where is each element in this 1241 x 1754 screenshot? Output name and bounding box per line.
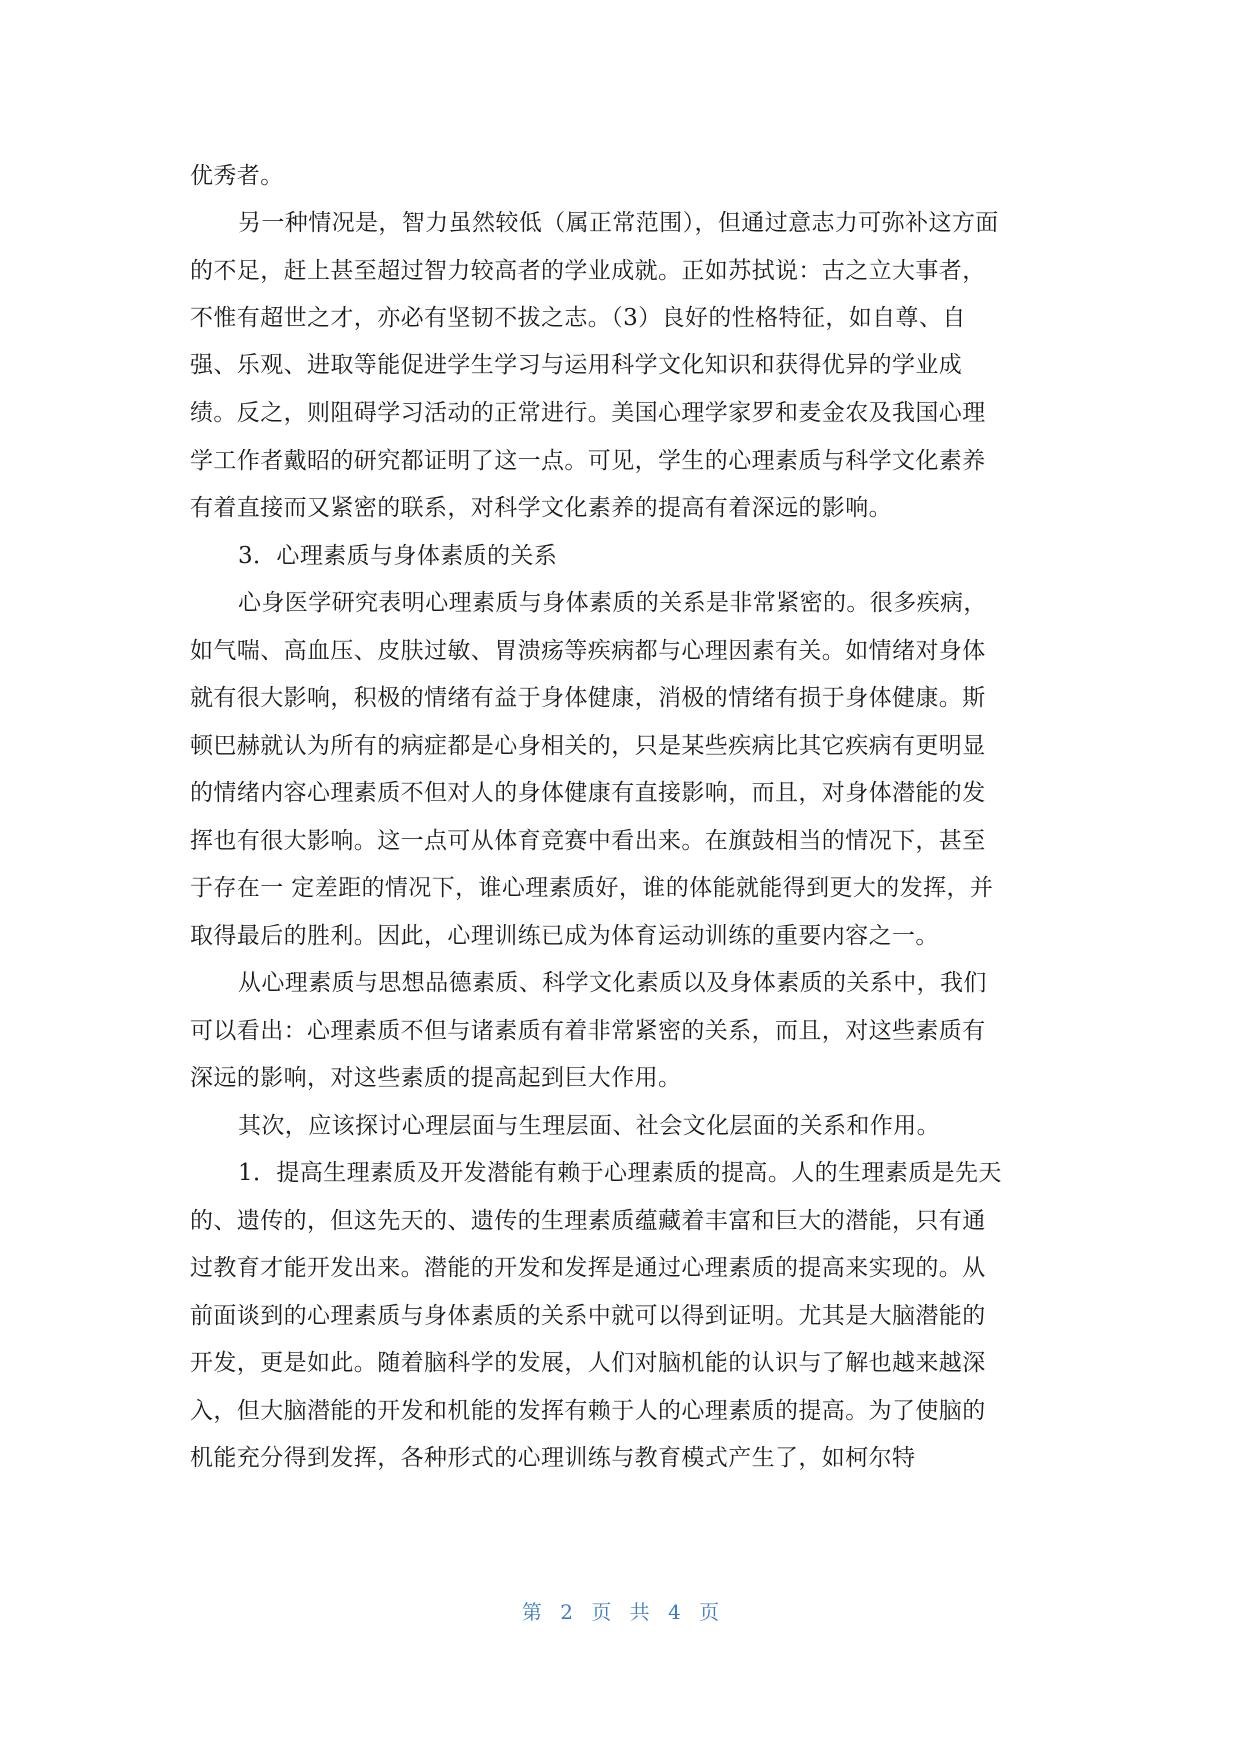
text-line: 不惟有超世之才，亦必有坚韧不拔之志。（3）良好的性格特征，如自尊、自 xyxy=(190,305,966,331)
section-heading: 3．心理素质与身体素质的关系 xyxy=(238,543,558,569)
text-line: 过教育才能开发出来。潜能的开发和发挥是通过心理素质的提高来实现的。从 xyxy=(190,1255,986,1281)
paragraph-start: 其次，应该探讨心理层面与生理层面、社会文化层面的关系和作用。 xyxy=(238,1113,940,1139)
text-line: 于存在一 定差距的情况下，谁心理素质好，谁的体能就能得到更大的发挥，并 xyxy=(190,875,994,901)
text-line: 就有很大影响，积极的情绪有益于身体健康，消极的情绪有损于身体健康。斯 xyxy=(190,685,986,711)
text-line: 如气喘、高血压、皮肤过敏、胃溃疡等疾病都与心理因素有关。如情绪对身体 xyxy=(190,638,986,664)
text-line: 开发，更是如此。随着脑科学的发展，人们对脑机能的认识与了解也越来越深 xyxy=(190,1350,986,1376)
text-line: 优秀者。 xyxy=(190,163,284,189)
text-line: 学工作者戴昭的研究都证明了这一点。可见，学生的心理素质与科学文化素养 xyxy=(190,448,986,474)
page-footer xyxy=(0,1596,1241,1625)
text-line: 取得最后的胜利。因此，心理训练已成为体育运动训练的重要内容之一。 xyxy=(190,923,939,949)
footer-word: 共 xyxy=(629,1600,650,1624)
text-line: 挥也有很大影响。这一点可从体育竞赛中看出来。在旗鼓相当的情况下，甚至 xyxy=(190,828,986,854)
text-line: 有着直接而又紧密的联系，对科学文化素养的提高有着深远的影响。 xyxy=(190,495,892,521)
text-line: 入，但大脑潜能的开发和机能的发挥有赖于人的心理素质的提高。为了使脑的 xyxy=(190,1398,986,1424)
paragraph-start: 心身医学研究表明心理素质与身体素质的关系是非常紧密的。很多疾病， xyxy=(238,590,987,616)
footer-word: 页 xyxy=(699,1600,720,1624)
text-line: 绩。反之，则阻碍学习活动的正常进行。美国心理学家罗和麦金农及我国心理 xyxy=(190,400,986,426)
text-line: 强、乐观、进取等能促进学生学习与运用科学文化知识和获得优异的学业成 xyxy=(190,352,963,378)
text-line: 顿巴赫就认为所有的病症都是心身相关的，只是某些疾病比其它疾病有更明显 xyxy=(190,733,986,759)
text-line: 可以看出：心理素质不但与诸素质有着非常紧密的关系，而且，对这些素质有 xyxy=(190,1018,986,1044)
paragraph-start: 1．提高生理素质及开发潜能有赖于心理素质的提高。人的生理素质是先天 xyxy=(238,1160,1002,1186)
current-page-number: 2 xyxy=(560,1600,573,1624)
text-line: 机能充分得到发挥，各种形式的心理训练与教育模式产生了，如柯尔特 xyxy=(190,1445,916,1471)
footer-word: 页 xyxy=(591,1600,612,1624)
text-line: 的情绪内容心理素质不但对人的身体健康有直接影响，而且，对身体潜能的发 xyxy=(190,780,986,806)
paragraph-start: 从心理素质与思想品德素质、科学文化素质以及身体素质的关系中，我们 xyxy=(238,970,987,996)
text-line: 的不足，赶上甚至超过智力较高者的学业成就。正如苏拭说：古之立大事者， xyxy=(190,258,986,284)
total-page-number: 4 xyxy=(668,1600,681,1624)
text-line: 的、遗传的，但这先天的、遗传的生理素质蕴藏着丰富和巨大的潜能，只有通 xyxy=(190,1208,986,1234)
text-line: 深远的影响，对这些素质的提高起到巨大作用。 xyxy=(190,1065,682,1091)
text-line: 前面谈到的心理素质与身体素质的关系中就可以得到证明。尤其是大脑潜能的 xyxy=(190,1303,986,1329)
paragraph-start: 另一种情况是，智力虽然较低（属正常范围），但通过意志力可弥补这方面 xyxy=(238,210,999,236)
footer-word: 第 xyxy=(521,1600,542,1624)
